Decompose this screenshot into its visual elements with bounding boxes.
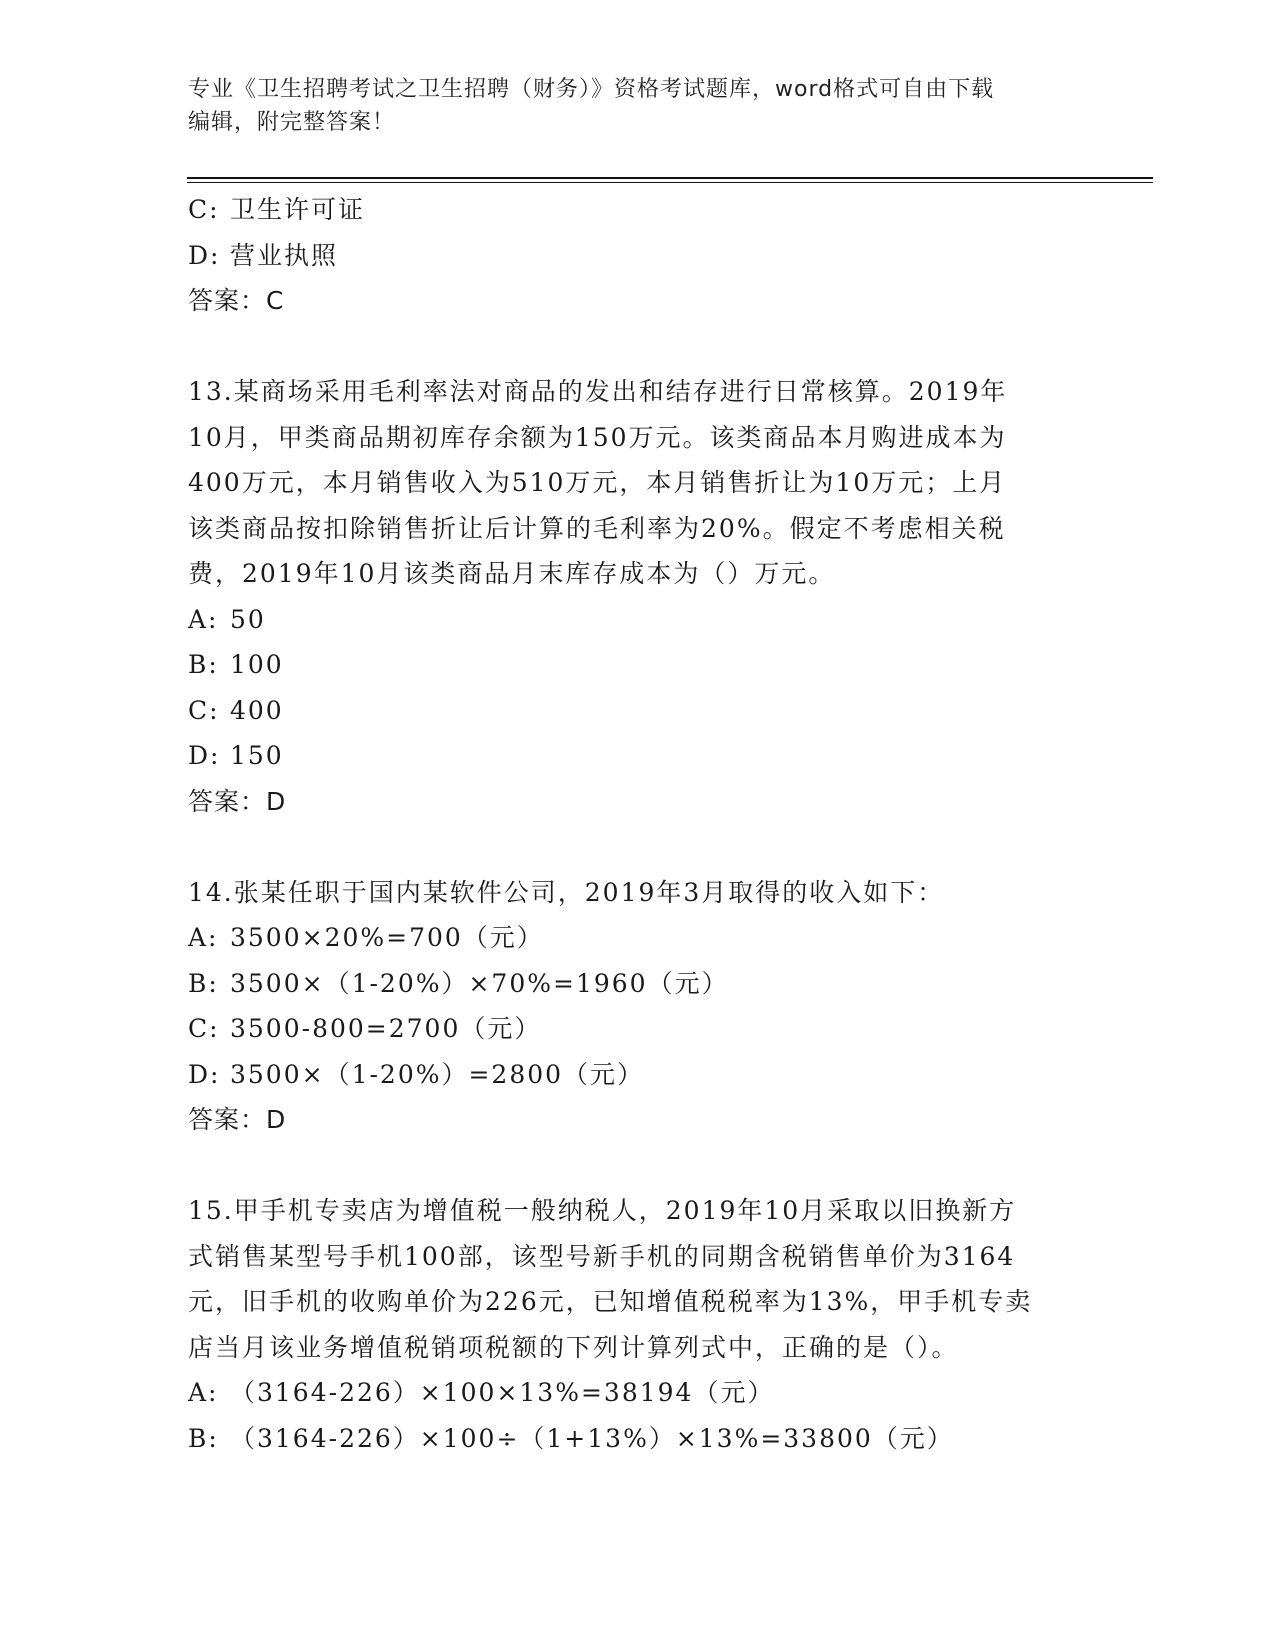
option-text: 3500-800=2700（元） xyxy=(230,1014,542,1043)
option-c xyxy=(188,1006,1088,1052)
document-body xyxy=(188,187,1088,1461)
answer: 答案：D xyxy=(188,786,287,816)
option-text: 营业执照 xyxy=(230,240,339,270)
question-text-line: 店当月该业务增值税销项税额的下列计算列式中，正确的是（）。 xyxy=(188,1332,959,1362)
option-text: 150 xyxy=(230,741,284,770)
question-text-line: 10月，甲类商品期初库存余额为150万元。该类商品本月购进成本为 xyxy=(188,422,1007,452)
option-b xyxy=(188,642,1088,688)
prev-question xyxy=(188,187,1088,324)
option-text: 400 xyxy=(230,695,284,725)
question-text-line: 该类商品按扣除销售折让后计算的毛利率为20%。假定不考虑相关税 xyxy=(188,513,1006,543)
spacer xyxy=(188,324,1088,370)
answer: 答案：D xyxy=(188,1105,287,1134)
option-label: D: xyxy=(188,240,221,270)
document-header xyxy=(188,73,1068,139)
header-line-2: 编辑，附完整答案！ xyxy=(188,110,396,135)
option-label: C: xyxy=(188,695,220,725)
option-label: B: xyxy=(188,1423,219,1453)
spacer xyxy=(188,824,1088,870)
option-text: 卫生许可证 xyxy=(230,195,366,224)
question-text-line: 式销售某型号手机100部，该型号新手机的同期含税销售单价为3164 xyxy=(188,1241,1016,1271)
option-text: 100 xyxy=(230,650,284,679)
option-label: D: xyxy=(188,741,221,770)
option-c xyxy=(188,688,1088,734)
option-b xyxy=(188,961,1088,1007)
option-a xyxy=(188,597,1088,643)
question-14 xyxy=(188,870,1088,1143)
option-a xyxy=(188,915,1088,961)
answer: 答案：C xyxy=(188,286,285,315)
question-15 xyxy=(188,1188,1088,1461)
question-text-line: 13.某商场采用毛利率法对商品的发出和结存进行日常核算。2019年 xyxy=(188,377,1008,406)
option-text: （3164-226）×100÷（1+13%）×13%=33800（元） xyxy=(230,1423,954,1453)
option-d xyxy=(188,1052,1088,1098)
option-label: B: xyxy=(188,650,219,679)
question-text-line: 费，2019年10月该类商品月末库存成本为（）万元。 xyxy=(188,559,836,588)
option-text: 3500×（1-20%）×70%=1960（元） xyxy=(230,968,729,998)
option-d xyxy=(188,233,1088,279)
question-text-line: 14.张某任职于国内某软件公司，2019年3月取得的收入如下： xyxy=(188,877,945,907)
option-text: 3500×（1-20%）=2800（元） xyxy=(230,1059,645,1089)
option-label: C: xyxy=(188,195,220,224)
header-rule-thick xyxy=(187,177,1153,179)
option-d xyxy=(188,733,1088,779)
option-label: B: xyxy=(188,968,219,998)
header-line-1: 专业《卫生招聘考试之卫生招聘（财务）》资格考试题库，word格式可自由下载 xyxy=(188,77,995,102)
header-rule-thin xyxy=(187,182,1153,183)
question-text-line: 15.甲手机专卖店为增值税一般纳税人，2019年10月采取以旧换新方 xyxy=(188,1196,1017,1225)
spacer xyxy=(188,1143,1088,1189)
question-13 xyxy=(188,369,1088,824)
option-label: A: xyxy=(188,604,219,634)
option-text: 50 xyxy=(230,604,266,634)
option-c xyxy=(188,187,1088,233)
option-a xyxy=(188,1370,1088,1416)
question-text-line: 400万元，本月销售收入为510万元，本月销售折让为10万元；上月 xyxy=(188,468,1007,497)
option-label: A: xyxy=(188,1378,219,1407)
option-label: A: xyxy=(188,923,219,952)
option-label: C: xyxy=(188,1014,220,1043)
option-text: （3164-226）×100×13%=38194（元） xyxy=(230,1378,775,1407)
option-text: 3500×20%=700（元） xyxy=(230,923,544,952)
question-text-line: 元，旧手机的收购单价为226元，已知增值税税率为13%，甲手机专卖 xyxy=(188,1287,1033,1316)
option-label: D: xyxy=(188,1059,221,1089)
option-b xyxy=(188,1416,1088,1462)
